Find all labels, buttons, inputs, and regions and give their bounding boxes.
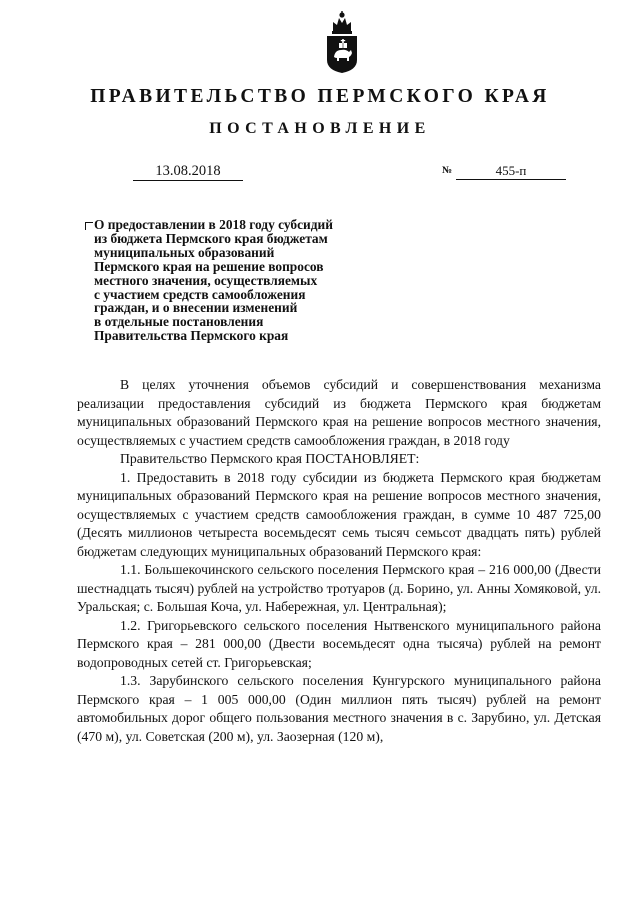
clause-1-2: 1.2. Григорьевского сельского поселения Нытвенского муниципального района Пермского края – 281 000,00 (Двести восемьдесят одна тысяча) рублей на ремонт водопроводных сетей ст. Григорьевская; xyxy=(77,617,601,670)
clause-1-3: 1.3. Зарубинского сельского поселения Кунгурского муниципального района Пермского края – 1 005 000,00 (Один миллион пять тысяч) рублей на ремонт автомобильных дорог общего пользования местного значения в с. Зарубино, ул. Детская (470 м), ул. Советская (200 м), ул. Заозерная (120 м), xyxy=(77,673,601,744)
document-type: ПОСТАНОВЛЕНИЕ xyxy=(209,120,431,137)
government-name: ПРАВИТЕЛЬСТВО ПЕРМСКОГО КРАЯ xyxy=(90,86,550,107)
title-line: из бюджета Пермского края бюджетам xyxy=(94,230,328,246)
resolution-paragraph: Правительство Пермского края ПОСТАНОВЛЯЕТ: xyxy=(120,451,420,466)
title-line: в отдельные постановления xyxy=(94,314,264,330)
title-line: О предоставлении в 2018 году субсидий xyxy=(94,217,333,232)
title-line: Пермского края на решение вопросов xyxy=(94,258,324,274)
title-corner-mark xyxy=(85,222,93,230)
document-body xyxy=(77,376,601,746)
title-line: местного значения, осуществляемых xyxy=(94,272,318,288)
preamble-paragraph: В целях уточнения объемов субсидий и совершенствования механизма реализации предоставления субсидий из бюджета Пермского края бюджетам муниципальных образований Пермского края на решение вопросов местного значения, осуществляемых с участием средств самообложения граждан, в 2018 году xyxy=(77,377,601,448)
title-line: граждан, и о внесении изменений xyxy=(94,300,298,316)
document-title xyxy=(94,218,394,343)
title-line: Правительства Пермского края xyxy=(94,328,289,344)
document-number: 455-п xyxy=(456,162,566,180)
coat-of-arms-icon xyxy=(325,10,359,74)
title-line: муниципальных образований xyxy=(94,244,275,260)
clause-1-1: 1.1. Большекочинского сельского поселения Пермского края – 216 000,00 (Двести шестнадцать тысяч) рублей на устройство тротуаров (д. Борино, ул. Анны Хомяковой, ул. Уральская; с. Большая Коча, ул. Набережная, ул. Центральная); xyxy=(77,562,601,614)
clause-1: 1. Предоставить в 2018 году субсидии из бюджета Пермского края бюджетам муниципальных образований Пермского края на решение вопросов местного значения, осуществляемых с участием средств самообложения граждан, в сумме 10 487 725,00 (Десять миллионов четыреста восемьдесят семь тысяч семьсот двадцать пять) рублей бюджетам следующих муниципальных образований Пермского края: xyxy=(77,469,601,559)
document-date: 13.08.2018 xyxy=(133,163,243,181)
number-sign: № xyxy=(442,165,453,176)
title-line: с участием средств самообложения xyxy=(94,286,306,302)
